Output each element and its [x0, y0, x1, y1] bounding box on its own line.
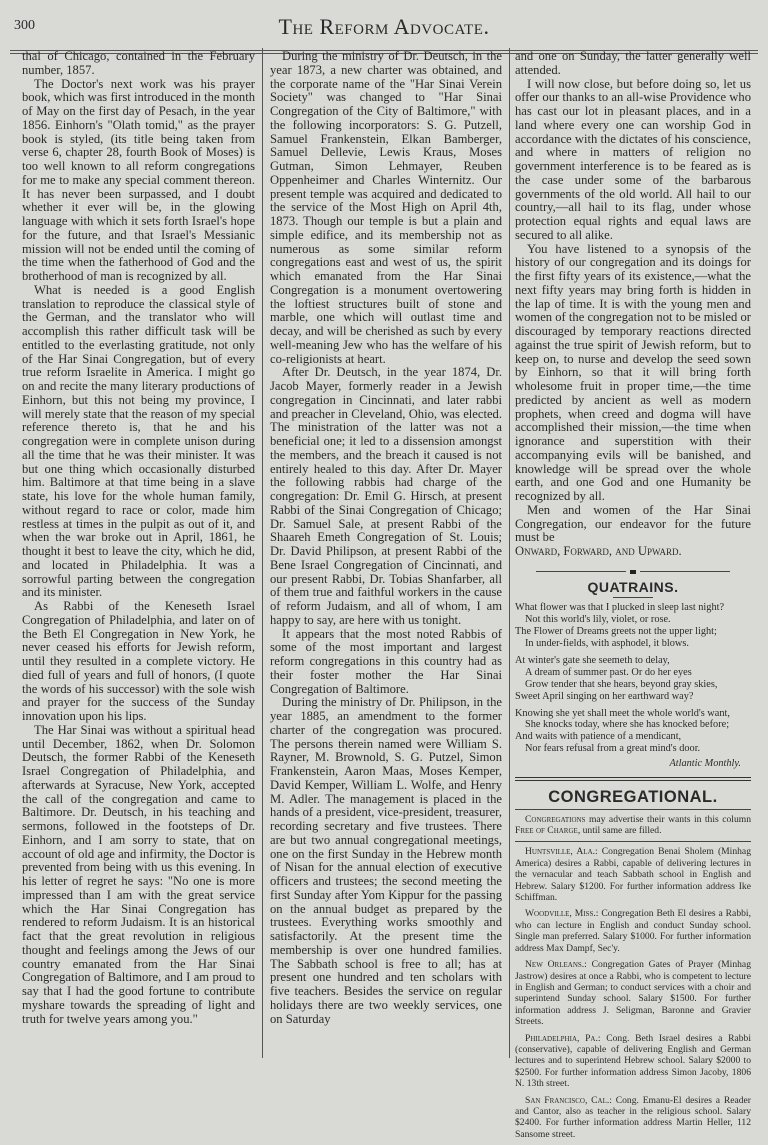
paragraph: You have listened to a synopsis of the history of our congregation and its doings for the first fifty years of its existence,—what the next fifty years may bring forth is hidden in the lap of time. It is with the young men and women of the congregation not to be misled or discouraged by temporary reactions directed against the true spirit of Jewish reform, but to keep on, to nurse and develop the seed sown by Einhorn, so that it will bring forth wholesome fruit in proper time,—the time predicted by ancient as well as modern prophets, when creed and dogma will have accomplished their mission,—the time when ignorance and superstition with their accompanying evils will be banished, and knowledge will be spread over the whole earth, and one God and one Humanity be recognized by all. [515, 241, 751, 503]
paragraph: The Har Sinai was without a spiritual head until December, 1862, when Dr. Solomon Deutsch, the former Rabbi of the Keneseth Israel Congregation of Philadelphia, and afterwards at Syracuse, New York, accepted the call of the congregation and came to Baltimore. Dr. Deutsch, in his teaching and sermons, followed in the footsteps of Dr. Einhorn, and I am sorry to state, that on account of old age and infirmity, the Doctor is prevented from being with us this evening. In his letter of regret he says: "No one is more impressed than I am with the great service which the Har Sinai Congregation has rendered to reform Judaism. It is an historical fact that the great revolution in religious thought and feelings among the Jews of our country emanated from the Har Sinai Congregation of Baltimore, and I am proud to say that I had the good fortune to contribute myshare towards the spreading of light and truth for twelve years among you." [22, 722, 255, 1026]
poem-line: Not this world's lily, violet, or rose. [525, 614, 671, 626]
closing-motto: Onward, Forward, and Upward. [515, 544, 682, 558]
poem-line: Sweet April singing on her earthward way? [515, 690, 694, 702]
column-divider-1 [262, 48, 263, 1058]
congregational-ads [515, 814, 751, 1141]
poem-line: Nor fears refusal from a great mind's door. [525, 743, 701, 755]
page-header [0, 10, 768, 46]
ornament-divider [515, 565, 751, 579]
paragraph: During the ministry of Dr. Philipson, in the year 1885, an amendment to the former charter of the congregation was procured. The persons therein named were William S. Rayner, M. Brownold, S. G. Putzel, Simon Frankenstein, Aaron Maas, Moses Kemper, David Kemper, William L. Wolfe, and Henry M. Adler. The management is placed in the hands of a president, vice-president, treasurer, recording secretary and five trustees. There are but two annual congregational meetings, one on the first Sunday in the Hebrew month of Nisan for the annual election of executive officers and trustees; the second meeting the first Sunday after Yom Kippur for the passing on the annual budget as prepared by the trustees. Everything works smoothly and satisfactorily. At the present time the membership is over one hundred families. The Sabbath school is free to all; has at present one hundred and ten scholars with five teachers. Besides the service on regular holidays there are two weekly services, one on Saturday [270, 695, 502, 1026]
paragraph: I will now close, but before doing so, let us offer our thanks to an all-wise Providence who has cast our lot in pleasant places, and in a land where every one can worship God in accordance with the dictates of his conscience, and where in matters of religion no government interference is to be feared as is the case under some of the barbarous governments of the old world. All hail to our country,—all hail to its flag, under whose protection equal rights and equal laws are secured to all alike. [515, 76, 751, 242]
page-number: 300 [14, 18, 35, 33]
column-3 [515, 50, 751, 1145]
notice: Congregations may advertise their wants in this column Free of Charge, until same are filled. [515, 813, 751, 837]
paragraph: What is needed is a good English translation to reproduce the classical style of the German, and the translator who will accomplish this rather difficult task will be entitled to the everlasting gratitude, not only of the Har Sinai Congregation, but of every true reform Israelite in America. I might go on and recite the many literary productions of Einhorn, but this not being my province, I will merely state that the reason of my special reference thereto is, that he and his congregation were in complete unison during all the time that he was their minister. It was but one thing which occasionally disturbed him. Baltimore at that time being in a slave state, his love for the whole human family, without regard to race or color, made him restless at times in the pulpit as out of it, and when the war broke out in April, 1861, he thought it best to leave the city, which he did, and located in Philadelphia. It was a sorrowful parting between the congregation and its minister. [22, 282, 255, 600]
poem-line: The Flower of Dreams greets not the upper light; [515, 626, 717, 638]
masthead-title: The Reform Advocate. [278, 14, 490, 39]
section-divider [515, 777, 751, 781]
poem-line: A dream of summer past. Or do her eyes [525, 666, 692, 678]
ad-listing: New Orleans.: Congregation Gates of Prayer (Minhag Jastrow) desires at once a Rabbi, who is competent to lecture in English and German; to conduct services with a choir and superintend Sunday school. Salary $1500. For further information address J. Seligman, Baronne and Gravier Streets. [515, 959, 751, 1028]
congregational-title: CONGREGATIONAL. [548, 787, 718, 806]
paragraph: After Dr. Deutsch, in the year 1874, Dr. Jacob Mayer, formerly reader in a Jewish congregation in Cincinnati, and later rabbi and preacher in Cleveland, Ohio, was elected. The ministration of the latter was not a beneficial one; it led to a dissension amongst the members, and the breach it caused is not entirely healed to this day. After Dr. Mayer the following rabbis had charge of the congregation: Dr. Emil G. Hirsch, at present Rabbi of the Sinai Congregation of Chicago; Dr. Samuel Sale, at present Rabbi of the Shaareh Emeth Congregation of St. Louis; Dr. David Philipson, at present Rabbi of the Bene Israel Congregation of Cincinnati, and our present Rabbi, Dr. Tobias Shanfarber, all of them true and faithful workers in the cause of reform Judaism, and all of whom, I am happy to say, are here with us tonight. [270, 365, 502, 627]
poem-line: Knowing she yet shall meet the whole world's want, [515, 707, 730, 719]
title-rule [515, 809, 751, 810]
column-1 [22, 50, 255, 1026]
paragraph: Men and women of the Har Sinai Congregation, our endeavor for the future must be [515, 502, 751, 545]
paragraph: During the ministry of Dr. Deutsch, in the year 1873, a new charter was obtained, and the corporate name of the "Har Sinai Verein Society" was changed to "Har Sinai Congregation of the City of Baltimore," with the following incorporators: S. G. Putzell, Samuel Frankenstein, Elkan Bamberger, Samuel Dellevie, Lewis Kraus, Moses Gutman, Simon Lehmayer, Reuben Oppenheimer and Charles Winternitz. Our present temple was acquired and dedicated to the service of the Most High on April 4th, 1873. Though our temple is but a plain and simple edifice, and its membership not as numerous as some similar reform congregations east and west of us, the spirit which emanated from the Har Sinai Congregation is a monument overtowering the loftiest structures built of stone and marble, one which will outlast time and decay, and will be cherished as such by every well-meaning Jew who has the welfare of his co-religionists at heart. [270, 49, 502, 366]
paragraph: As Rabbi of the Keneseth Israel Congregation of Philadelphia, and later on of the Beth El Congregation in New York, he never ceased his efforts for Jewish reform, until they resulted in a complete victory. He died full of years and full of honors, (I quote the words of his successor) with the sole wish and prayer for the success of the Sunday innovation upon his lips. [22, 599, 255, 723]
paragraph: It appears that the most noted Rabbis of some of the most important and largest reform congregations in this country had as their foster mother the Har Sinai Congregation of Baltimore. [270, 626, 502, 696]
poem-line: She knocks today, where she has knocked before; [525, 719, 730, 731]
stanza [515, 655, 751, 703]
poem-line: Grow tender that she hears, beyond gray skies, [525, 678, 718, 690]
poem-line: At winter's gate she seemeth to delay, [515, 654, 670, 666]
quatrains-title: QUATRAINS. [587, 578, 679, 595]
ad-listing: Woodville, Miss.: Congregation Beth El desires a Rabbi, who can lecture in English and conduct Sunday school. Single man preferred. Salary $1000. For further information address Max Dampf, Sec'y. [515, 908, 751, 954]
stanza [515, 708, 751, 756]
ad-listing: Philadelphia, Pa.: Cong. Beth Israel desires a Rabbi (conservative), capable of delivering English and German lectures and to superintend Hebrew school. Salary $2000 to $2500. For further information address Simon Jacoby, 1806 N. 13th street. [515, 1032, 751, 1090]
poem-line: In under-fields, with asphodel, it blows. [525, 637, 689, 649]
poem-attribution: Atlantic Monthly. [669, 758, 741, 770]
paragraph: The Doctor's next work was his prayer book, which was first introduced in the month of May on the first day of Pesach, in the year 1856. Einhorn's "Olath tomid," as the prayer book is styled, (its title being taken from verse 6, chapter 28, fourth Book of Moses) is too well known to all reform congregations for me to make any special comment thereon. It has never been surpassed, and I doubt whether it ever will be, in the glowing language with which it sets forth Israel's hope for the future, and that Israel's Messianic mission will not be ended until the coming of the time when the fatherhood of God and the brotherhood of man is recognized by all. [22, 76, 255, 283]
stanza [515, 602, 751, 650]
quatrains-poem [515, 602, 751, 755]
ad-listing: San Francisco, Cal.: Cong. Emanu-El desires a Reader and Cantor, also as teacher in the religious school. Salary $2400. For further information address Martin Heller, 112 Sansome street. [515, 1094, 751, 1140]
paragraph: thal of Chicago, contained in the February number, 1857. [22, 49, 255, 77]
column-divider-2 [509, 48, 510, 1058]
ad-listing: Huntsville, Ala.: Congregation Benai Sholem (Minhag America) desires a Rabbi, capable of delivering lectures in the vernacular and teach Sabbath school in English and Hebrew. Salary $1200. For further information address Ike Schiffman. [515, 846, 751, 904]
poem-line: And waits with patience of a mendicant, [515, 731, 682, 743]
notice-rule [515, 841, 751, 842]
title-underline [613, 597, 653, 598]
poem-line: What flower was that I plucked in sleep last night? [515, 602, 725, 614]
paragraph: and one on Sunday, the latter generally well attended. [515, 49, 751, 77]
column-2 [270, 50, 502, 1026]
